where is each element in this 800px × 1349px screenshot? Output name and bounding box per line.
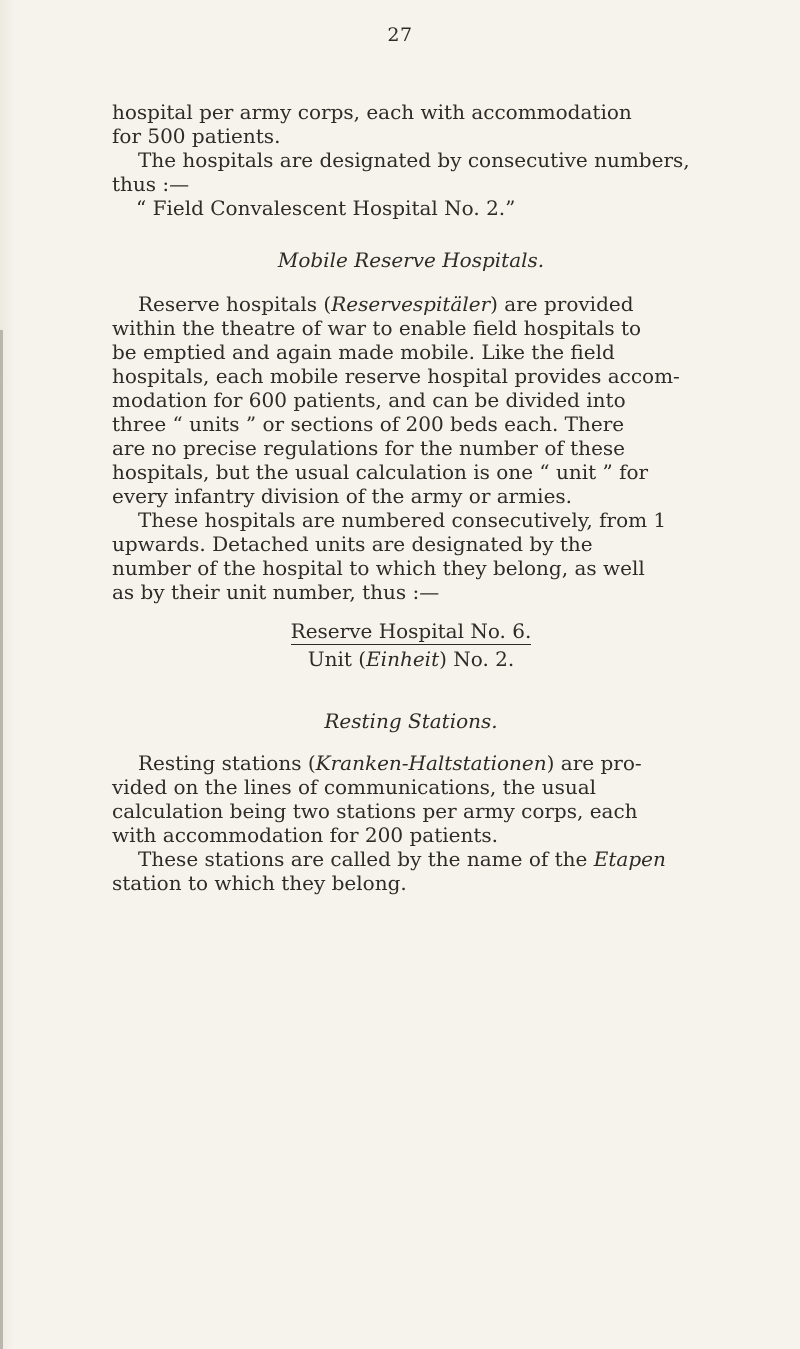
italic-term: Einheit [366,647,440,671]
paragraph-reserve-hospitals [112,292,710,508]
text-line: three “ units ” or sections of 200 beds each. There [112,412,625,436]
example-unit: Unit (Einheit) No. 2. [307,647,515,671]
page-edge-rule [0,330,3,1349]
text-line: thus :— [112,172,190,196]
page-number: 27 [387,24,413,46]
paragraph-continuation [112,100,710,148]
text-line: Reserve hospitals (Reservespitäler) are provided [138,292,634,316]
text-line: with accommodation for 200 patients. [112,823,498,847]
example-hospital-text: Reserve Hospital No. 6. [290,619,532,643]
paragraph-designation [112,148,710,220]
text-line: modation for 600 patients, and can be divided into [112,388,626,412]
paragraph-etapen [112,847,710,895]
italic-term: Etapen [593,847,666,871]
text-line: as by their unit number, thus :— [112,580,440,604]
text-line: calculation being two stations per army corps, each [112,799,638,823]
example-hospital [112,619,710,645]
text-line: station to which they belong. [112,871,407,895]
paragraph-numbering [112,508,710,604]
text-line: hospital per army corps, each with accommodation [112,100,632,124]
text-line: hospitals, but the usual calculation is one “ unit ” for [112,460,649,484]
text-line: These hospitals are numbered consecutively, from 1 [138,508,667,532]
section-heading-resting-stations: Resting Stations. [324,709,498,733]
text-line: for 500 patients. [112,124,281,148]
text-line: within the theatre of war to enable field hospitals to [112,316,642,340]
text-line: are no precise regulations for the number of these [112,436,625,460]
section-heading-mobile-reserve: Mobile Reserve Hospitals. [277,248,545,272]
text-line: Resting stations (Kranken-Haltstationen) are pro- [138,751,642,775]
text-line: The hospitals are designated by consecutive numbers, [138,148,690,172]
text-line: upwards. Detached units are designated by the [112,532,593,556]
text-line: hospitals, each mobile reserve hospital provides accom- [112,364,680,388]
text-line: These stations are called by the name of the Etapen [138,847,666,871]
quoted-example: “ Field Convalescent Hospital No. 2.” [136,196,516,220]
text-line: be emptied and again made mobile. Like the field [112,340,615,364]
italic-term: Reservespitäler [331,292,491,316]
text-line: number of the hospital to which they belong, as well [112,556,645,580]
paragraph-resting-stations [112,751,710,847]
body-text [112,100,710,895]
text-line: every infantry division of the army or armies. [112,484,573,508]
italic-term: Kranken-Haltstationen [315,751,547,775]
text-line: vided on the lines of communications, the usual [112,775,597,799]
